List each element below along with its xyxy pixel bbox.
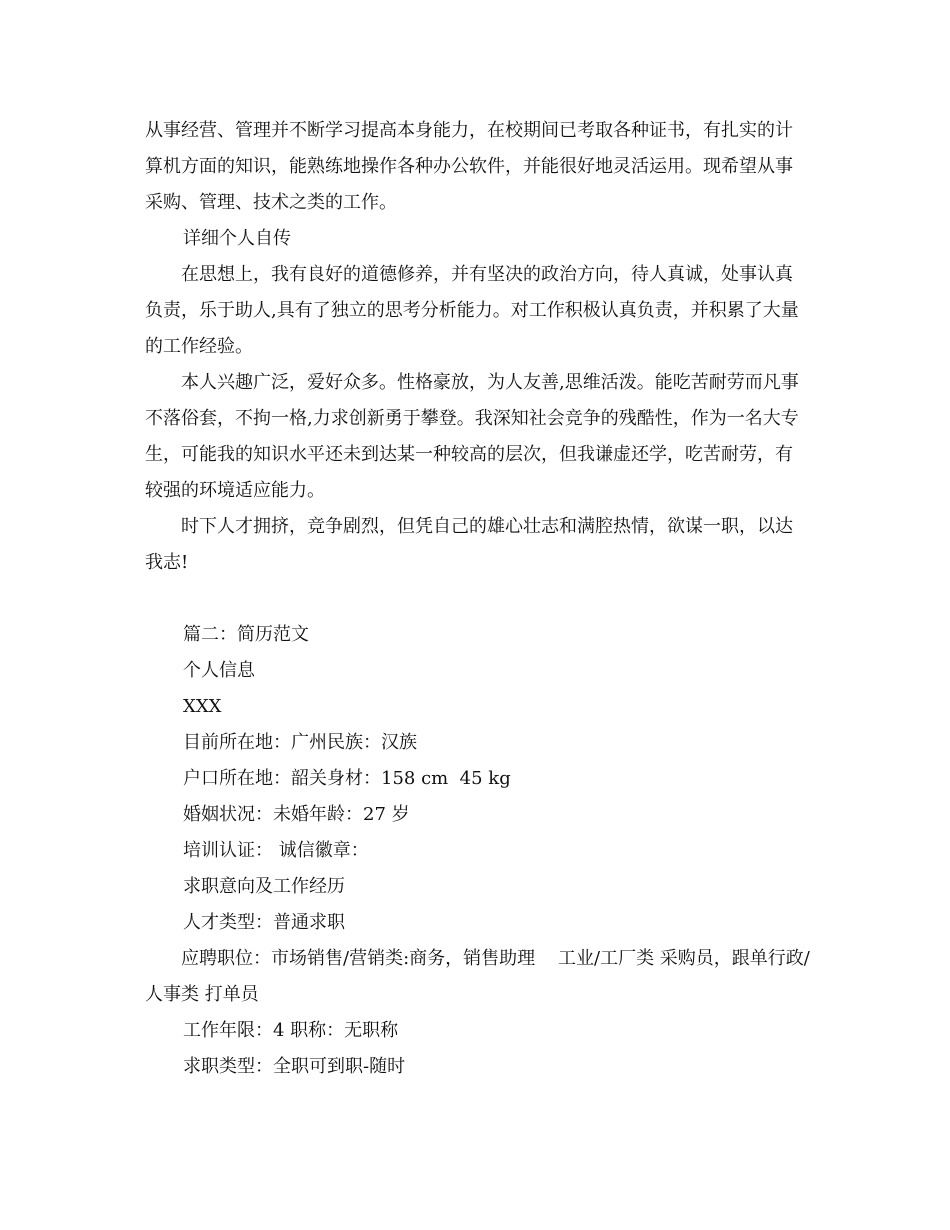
thought-paragraph: 在思想上，我有良好的道德修养，并有坚决的政治方向，待人真诚，处事认真负责，乐于助人,具有了独立的思考分析能力。对工作积极认真负责，并积累了大量的工作经验。 xyxy=(145,264,799,357)
section-title: 篇二：简历范文 xyxy=(183,624,309,645)
name-line: XXX xyxy=(183,696,222,717)
job-type-line: 求职类型：全职可到职-随时 xyxy=(183,1056,406,1077)
intro-paragraph: 从事经营、管理并不断学习提高本身能力，在校期间已考取各种证书，有扎实的计算机方面的知识，能熟练地操作各种办公软件，并能很好地灵活运用。现希望从事采购、管理、技术之类的工作。 xyxy=(145,120,793,213)
certification-line: 培训认证： 诚信徽章： xyxy=(183,840,369,861)
positions-paragraph: 应聘职位：市场销售/营销类:商务，销售助理 工业/工厂类 采购员，跟单行政/人事类 打单员 xyxy=(145,948,810,1005)
autobiography-heading: 详细个人自传 xyxy=(183,228,291,249)
hukou-body-line: 户口所在地：韶关身材：158 cm 45 kg xyxy=(183,768,511,789)
marital-age-line: 婚姻状况：未婚年龄：27 岁 xyxy=(183,804,410,825)
years-title-line: 工作年限：4 职称：无职称 xyxy=(183,1020,399,1041)
aspiration-paragraph: 时下人才拥挤，竞争剧烈，但凭自己的雄心壮志和满腔热情，欲谋一职，以达我志! xyxy=(145,516,793,573)
interests-paragraph: 本人兴趣广泛，爱好众多。性格豪放，为人友善,思维活泼。能吃苦耐劳而凡事不落俗套，不拘一格,力求创新勇于攀登。我深知社会竞争的残酷性，作为一名大专生，可能我的知识水平还未到达某一种较高的层次，但我谦虚还学，吃苦耐劳，有较强的环境适应能力。 xyxy=(145,372,799,501)
talent-type-line: 人才类型：普通求职 xyxy=(183,912,345,933)
personal-info-heading: 个人信息 xyxy=(183,660,255,681)
job-intent-heading: 求职意向及工作经历 xyxy=(183,876,345,897)
location-ethnicity-line: 目前所在地：广州民族：汉族 xyxy=(183,732,417,753)
